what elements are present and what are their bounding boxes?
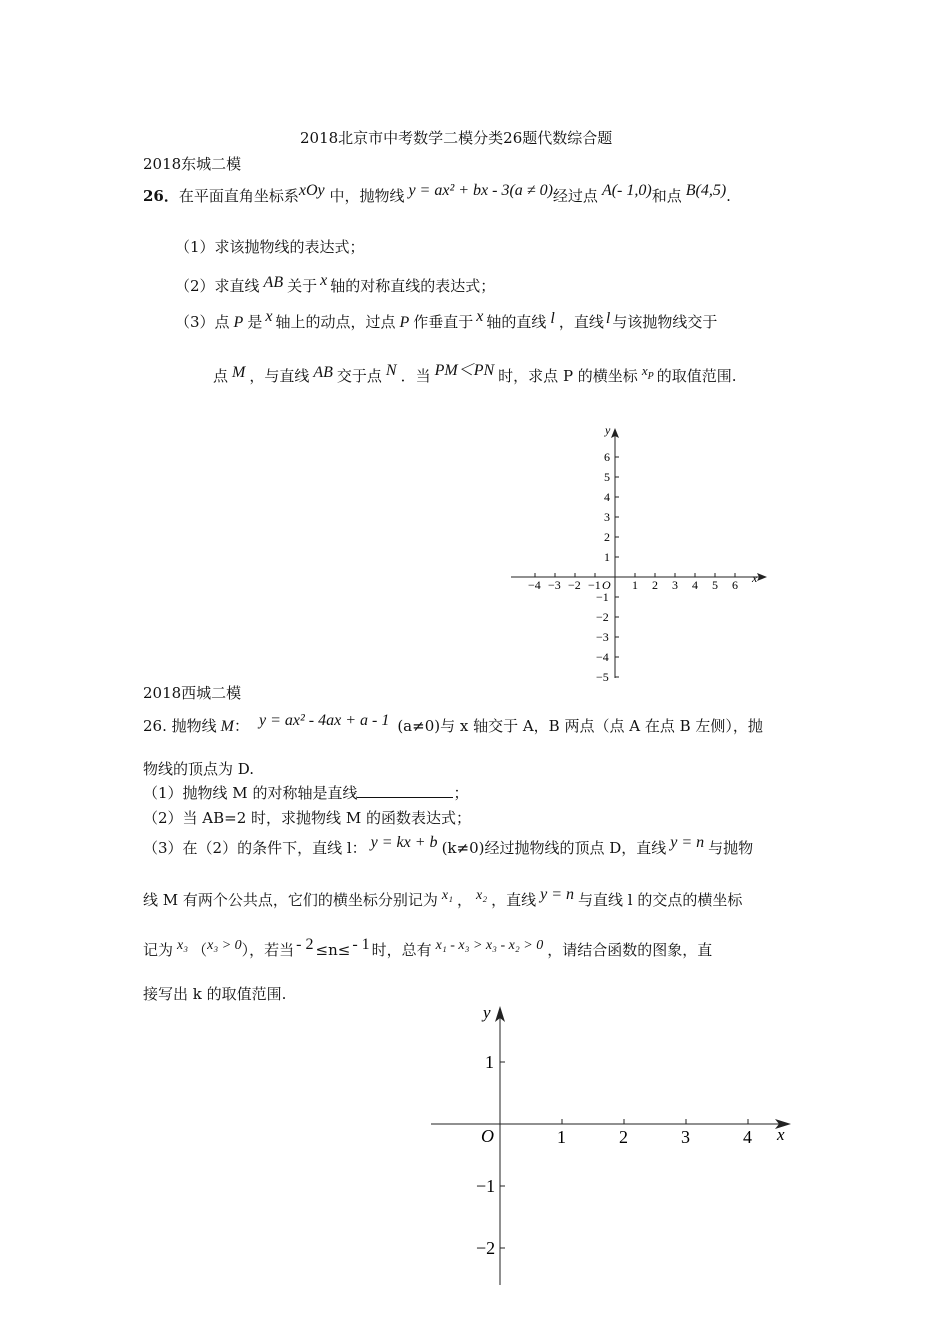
l-symbol: l xyxy=(550,310,555,327)
q2-text: 关于 xyxy=(287,277,318,295)
q3-text: 轴的直线 xyxy=(486,313,547,331)
y-tick-label: −1 xyxy=(596,590,609,604)
section2-q3-line2 xyxy=(143,886,743,912)
stem-text: 经过点 xyxy=(552,187,598,205)
section2-line1 xyxy=(143,712,763,737)
question-1: （1）求该抛物线的表达式； xyxy=(175,238,365,256)
section1-heading: 2018东城二模 xyxy=(143,155,242,173)
x-tick-label: 6 xyxy=(732,578,738,592)
point-b: B(4,5) xyxy=(685,182,727,199)
range-text: ≤n≤ xyxy=(315,941,351,959)
s2-text: ，直线 xyxy=(491,891,537,909)
x-symbol: x xyxy=(476,308,484,325)
x-tick-label: −4 xyxy=(528,578,541,592)
stem-text: 和点 xyxy=(651,187,682,205)
q3-text: 是 xyxy=(247,313,263,331)
xoy-symbol: xOy xyxy=(298,182,325,199)
s2-text: 时，总有 xyxy=(371,941,432,959)
x-tick-label: 2 xyxy=(619,1127,628,1147)
y-tick-label: 4 xyxy=(604,490,610,504)
inequality: x₁ - x₃ > x₃ - x₂ > 0 xyxy=(435,938,544,953)
y-ticks xyxy=(476,1052,505,1258)
question-number: 26． xyxy=(143,187,179,205)
coordinate-graph-1 xyxy=(505,420,775,685)
s2-text: （ xyxy=(192,941,208,959)
q3-text: 轴上的动点，过点 xyxy=(275,313,396,331)
q3-text: ，与直线 xyxy=(249,367,310,385)
xp-symbol: x xyxy=(641,363,648,378)
x3-condition: x₃ > 0 xyxy=(207,938,242,953)
p-symbol: P xyxy=(233,314,244,331)
y-tick-label: 2 xyxy=(604,530,610,544)
x-ticks xyxy=(528,573,738,592)
q3-text: 交于点 xyxy=(336,367,382,385)
line-y-n: y = n xyxy=(540,886,575,903)
ab-symbol: AB xyxy=(263,274,284,291)
section2-q3-line3 xyxy=(143,936,713,962)
q3-text: 的取值范围. xyxy=(656,367,737,385)
x2-symbol: x₂ xyxy=(476,888,488,903)
s2-text: 与直线 l 的交点的横坐标 xyxy=(578,891,743,909)
point-a: A(- 1,0) xyxy=(601,182,652,199)
answer-blank[interactable] xyxy=(357,783,453,798)
parabola-equation: y = ax² + bx - 3(a ≠ 0) xyxy=(408,182,553,199)
y-tick-label: 1 xyxy=(485,1052,494,1072)
section2-q2: （2）当 AB=2 时，求抛物线 M 的函数表达式； xyxy=(143,809,471,827)
section2-q3-line1 xyxy=(143,834,754,859)
origin-label: O xyxy=(481,1126,494,1146)
x-tick-label: 3 xyxy=(681,1127,690,1147)
y-tick-label: −2 xyxy=(596,610,609,624)
y-tick-label: 5 xyxy=(604,470,610,484)
x3-symbol: x₃ xyxy=(177,938,189,953)
s2-text: 与抛物 xyxy=(708,839,754,857)
y-tick-label: −4 xyxy=(596,650,609,664)
m-symbol: M xyxy=(232,364,246,381)
y-axis-label: y xyxy=(483,1003,491,1022)
section1-stem xyxy=(143,182,731,207)
s2-text: 26. 抛物线 xyxy=(143,717,217,735)
s2-text: ， xyxy=(457,891,473,909)
x-tick-label: −3 xyxy=(548,578,561,592)
y-tick-label: −2 xyxy=(476,1238,496,1258)
n-symbol: N xyxy=(385,362,397,379)
question-2 xyxy=(175,272,496,297)
s2-text: ： xyxy=(233,717,249,735)
section2-heading: 2018西城二模 xyxy=(143,684,242,702)
y-ticks xyxy=(596,450,619,684)
document-title: 2018北京市中考数学二模分类26题代数综合题 xyxy=(300,129,613,147)
q3-text: 时，求点 P 的横坐标 xyxy=(498,367,638,385)
y-axis-label: y xyxy=(605,423,611,437)
s2-text: （3）在（2）的条件下，直线 l： xyxy=(143,839,367,857)
q3-text: ，直线 xyxy=(558,313,604,331)
section2-q3-line4: 接写出 k 的取值范围. xyxy=(143,985,287,1003)
y-tick-label: −1 xyxy=(476,1176,496,1196)
q2-text: （2）求直线 xyxy=(175,277,260,295)
x-tick-label: 2 xyxy=(652,578,658,592)
stem-text: . xyxy=(726,187,731,205)
stem-text: 中，抛物线 xyxy=(329,187,405,205)
range-upper: - 1 xyxy=(352,936,370,953)
q3-text: （3）点 xyxy=(175,313,230,331)
s2-text: 线 M 有两个公共点，它们的横坐标分别记为 xyxy=(143,891,438,909)
range-lower: - 2 xyxy=(296,936,314,953)
parabola-m-equation: y = ax² - 4ax + a - 1 xyxy=(258,712,390,729)
x-tick-label: 5 xyxy=(712,578,718,592)
x-tick-label: 1 xyxy=(632,578,638,592)
y-tick-label: 3 xyxy=(604,510,610,524)
q2-text: 轴的对称直线的表达式； xyxy=(330,277,496,295)
q3-text: 点 xyxy=(213,367,229,385)
x-axis-label: x xyxy=(752,571,758,585)
s2-text: （1）抛物线 M 的对称轴是直线 xyxy=(143,784,358,802)
section2-q1 xyxy=(143,783,468,803)
p-symbol: P xyxy=(399,314,410,331)
x-symbol: x xyxy=(265,308,273,325)
coordinate-graph-2 xyxy=(425,1000,805,1290)
s2-text: (a≠0)与 x 轴交于 A，B 两点（点 A 在点 B 左侧），抛 xyxy=(397,717,763,735)
s2-text: (k≠0)经过抛物线的顶点 D，直线 xyxy=(441,839,667,857)
x1-symbol: x₁ xyxy=(441,888,453,903)
x-tick-label: 3 xyxy=(672,578,678,592)
y-tick-label: −5 xyxy=(596,670,609,684)
x-tick-label: −2 xyxy=(568,578,581,592)
s2-text: 记为 xyxy=(143,941,174,959)
stem-text: 在平面直角坐标系 xyxy=(178,187,299,205)
q3-text: 作垂直于 xyxy=(413,313,474,331)
s2-text: ； xyxy=(453,784,469,802)
y-tick-label: 1 xyxy=(604,550,610,564)
x-tick-label: 4 xyxy=(692,578,698,592)
s2-text: ，请结合函数的图象，直 xyxy=(547,941,713,959)
condition-pm-pn: PM＜PN xyxy=(434,362,495,379)
question-3-line2 xyxy=(213,362,737,389)
line-y-n: y = n xyxy=(670,834,705,851)
ab-symbol: AB xyxy=(313,364,333,381)
q3-text: ．当 xyxy=(400,367,431,385)
x-tick-label: −1 xyxy=(588,578,601,592)
x-axis-label: x xyxy=(777,1125,785,1144)
y-tick-label: 6 xyxy=(604,450,610,464)
xp-subscript: P xyxy=(647,371,654,382)
question-3-line1 xyxy=(175,308,718,333)
x-tick-label: 4 xyxy=(743,1127,752,1147)
section2-line2: 物线的顶点为 D. xyxy=(143,760,255,778)
x-symbol: x xyxy=(320,272,328,289)
line-l-equation: y = kx + b xyxy=(370,834,438,851)
q3-text: 与该抛物线交于 xyxy=(612,313,718,331)
y-tick-label: −3 xyxy=(596,630,609,644)
origin-label: O xyxy=(602,578,611,592)
s2-text: ），若当 xyxy=(241,941,295,959)
x-ticks xyxy=(557,1119,752,1147)
m-symbol: M xyxy=(220,718,234,735)
x-tick-label: 1 xyxy=(557,1127,566,1147)
l-symbol: l xyxy=(605,310,611,327)
